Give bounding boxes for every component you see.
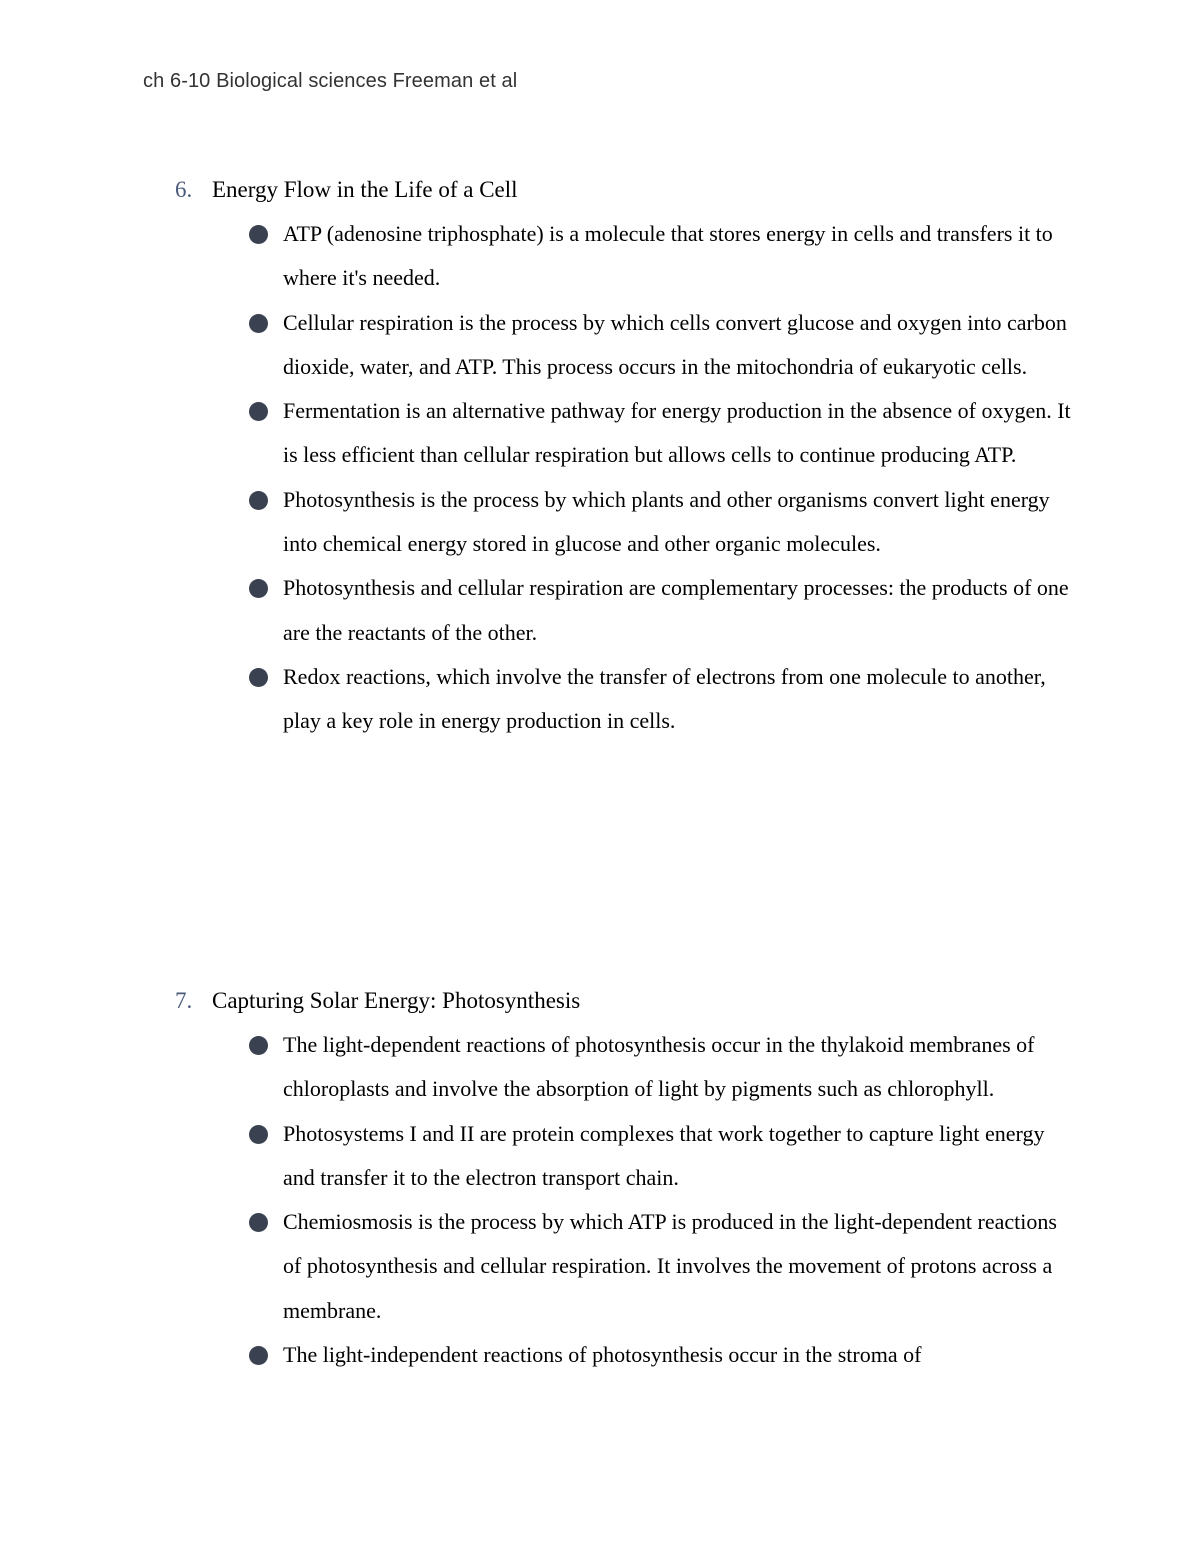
bullet-icon [249,491,268,510]
bullet-icon [249,314,268,333]
document-header: ch 6-10 Biological sciences Freeman et al [143,70,518,92]
list-item [0,301,1073,390]
bullet-icon [249,1346,268,1365]
bullet-icon [249,1213,268,1232]
list-item-text: Cellular respiration is the process by which cells convert glucose and oxygen into carbon dioxide, water, and ATP. This process occurs in the mitochondria of eukaryotic cells. [283,309,1067,379]
list-item-text: The light-dependent reactions of photosynthesis occur in the thylakoid membranes of chloroplasts and involve the absorption of light by pigments such as chlorophyll. [283,1032,1035,1102]
section-title: Energy Flow in the Life of a Cell [212,177,518,202]
list-item [0,1333,1073,1377]
list-item [0,389,1073,478]
bullet-icon [249,668,268,687]
section-energy-flow [0,168,1200,744]
list-item-text: The light-independent reactions of photosynthesis occur in the stroma of [283,1342,922,1368]
section-photosynthesis [0,979,1200,1377]
list-item [0,212,1073,301]
bullet-icon [249,402,268,421]
list-item [0,1112,1073,1201]
bullet-list [0,212,1200,744]
list-item-text: Photosystems I and II are protein complexes that work together to capture light energy and transfer it to the electron transport chain. [283,1120,1045,1190]
list-item-text: Photosynthesis is the process by which plants and other organisms convert light energy into chemical energy stored in glucose and other organic molecules. [283,486,1050,557]
section-title: Capturing Solar Energy: Photosynthesis [212,988,581,1013]
list-item-text: Chemiosmosis is the process by which ATP is produced in the light-dependent reactions of photosynthesis and cellular respiration. It involves the movement of protons across a membrane. [283,1209,1057,1323]
section-heading [0,168,1200,212]
section-number: 6. [175,177,193,202]
list-item [0,1023,1073,1112]
list-item [0,655,1073,744]
list-item-text: ATP (adenosine triphosphate) is a molecule that stores energy in cells and transfers it to where it's needed. [283,221,1053,291]
list-item [0,478,1073,567]
bullet-icon [249,225,268,244]
bullet-icon [249,1036,268,1055]
bullet-icon [249,579,268,598]
list-item [0,566,1073,655]
bullet-list [0,1023,1200,1377]
list-item-text: Photosynthesis and cellular respiration are complementary processes: the products of one are the reactants of the other. [283,575,1069,645]
list-item-text: Fermentation is an alternative pathway for energy production in the absence of oxygen. It is less efficient than cellular respiration but allows cells to continue producing ATP. [283,398,1071,468]
list-item-text: Redox reactions, which involve the transfer of electrons from one molecule to another, play a key role in energy production in cells. [283,663,1046,734]
bullet-icon [249,1125,268,1144]
section-heading [0,979,1200,1023]
list-item [0,1200,1073,1333]
section-number: 7. [175,988,193,1013]
